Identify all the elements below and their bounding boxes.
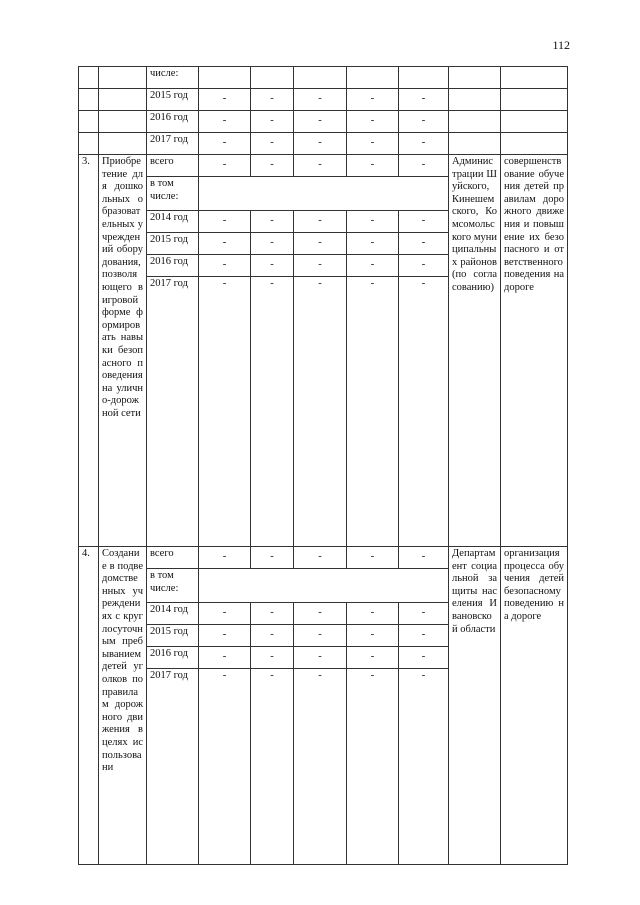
value-cell: - — [347, 603, 399, 625]
total-label: всего — [147, 547, 199, 569]
value-cell: - — [251, 277, 294, 547]
value-cell: - — [294, 211, 347, 233]
table-row — [79, 155, 568, 177]
table-row — [79, 67, 568, 89]
value-cell: - — [251, 89, 294, 111]
value-cell: - — [294, 111, 347, 133]
total-label: всего — [147, 155, 199, 177]
value-cell: - — [294, 277, 347, 547]
value-cell: - — [199, 133, 251, 155]
value-cell: - — [251, 625, 294, 647]
value-cell: - — [251, 211, 294, 233]
item-number: 4. — [79, 547, 99, 865]
year-label: 2017 год — [147, 277, 199, 547]
item-number: 3. — [79, 155, 99, 547]
value-cell: - — [199, 89, 251, 111]
year-label: 2017 год — [147, 669, 199, 865]
value-cell: - — [347, 211, 399, 233]
value-cell: - — [399, 669, 449, 865]
value-cell: - — [294, 647, 347, 669]
value-cell: - — [399, 133, 449, 155]
value-cell: - — [294, 547, 347, 569]
value-cell: - — [294, 255, 347, 277]
value-cell: - — [199, 647, 251, 669]
value-cell: - — [347, 233, 399, 255]
result-cell: организация процесса обучения детей безопасному поведению на дороге — [501, 547, 568, 865]
value-cell: - — [347, 277, 399, 547]
value-cell: - — [399, 647, 449, 669]
value-cell: - — [199, 155, 251, 177]
value-cell: - — [294, 603, 347, 625]
value-cell: - — [399, 155, 449, 177]
incl-label: в том числе: — [147, 177, 199, 211]
value-cell: - — [399, 255, 449, 277]
value-cell: - — [199, 547, 251, 569]
row-label: числе: — [147, 67, 199, 89]
value-cell: - — [199, 603, 251, 625]
incl-label: в том числе: — [147, 569, 199, 603]
value-cell: - — [347, 647, 399, 669]
year-label: 2015 год — [147, 625, 199, 647]
table-row — [79, 547, 568, 569]
value-cell: - — [347, 133, 399, 155]
year-label: 2017 год — [147, 133, 199, 155]
value-cell: - — [251, 111, 294, 133]
value-cell: - — [251, 133, 294, 155]
value-cell: - — [399, 277, 449, 547]
year-label: 2015 год — [147, 89, 199, 111]
value-cell: - — [199, 211, 251, 233]
table-row — [79, 111, 568, 133]
value-cell: - — [199, 625, 251, 647]
value-cell: - — [199, 233, 251, 255]
year-label: 2016 год — [147, 111, 199, 133]
table-row — [79, 133, 568, 155]
value-cell: - — [251, 255, 294, 277]
year-label: 2016 год — [147, 647, 199, 669]
table-row — [79, 89, 568, 111]
value-cell: - — [347, 111, 399, 133]
value-cell: - — [199, 111, 251, 133]
value-cell: - — [199, 669, 251, 865]
value-cell: - — [199, 255, 251, 277]
value-cell: - — [347, 255, 399, 277]
value-cell: - — [399, 603, 449, 625]
value-cell: - — [294, 625, 347, 647]
value-cell: - — [347, 547, 399, 569]
value-cell: - — [251, 647, 294, 669]
value-cell: - — [399, 211, 449, 233]
value-cell: - — [251, 233, 294, 255]
value-cell: - — [251, 669, 294, 865]
value-cell: - — [294, 155, 347, 177]
item-title: Создание в подведомственных учреждениях с круглосуточным пребыванием детей уголков по правилам дорожного движения в целях использовани — [99, 547, 147, 865]
value-cell: - — [199, 277, 251, 547]
value-cell: - — [251, 547, 294, 569]
value-cell: - — [294, 669, 347, 865]
value-cell: - — [399, 89, 449, 111]
program-table — [78, 66, 568, 865]
value-cell: - — [399, 233, 449, 255]
executor-cell: Администрации Шуйского, Кинешемского, Комсомольского муниципальных районов (по согласованию) — [449, 155, 501, 547]
result-cell: совершенствование обучения детей правилам дорожного движения и повышение их безопасного и ответственного поведения на дороге — [501, 155, 568, 547]
value-cell: - — [251, 155, 294, 177]
value-cell: - — [294, 133, 347, 155]
value-cell: - — [347, 669, 399, 865]
value-cell: - — [399, 111, 449, 133]
value-cell: - — [399, 625, 449, 647]
year-label: 2016 год — [147, 255, 199, 277]
year-label: 2015 год — [147, 233, 199, 255]
value-cell: - — [347, 625, 399, 647]
executor-cell: Департамент социальной защиты населения Ивановской области — [449, 547, 501, 865]
value-cell: - — [347, 89, 399, 111]
value-cell: - — [399, 547, 449, 569]
value-cell: - — [347, 155, 399, 177]
value-cell: - — [294, 233, 347, 255]
value-cell: - — [251, 603, 294, 625]
value-cell: - — [294, 89, 347, 111]
item-title: Приобретение для дошкольных образовательных учреждений оборудования, позволяющего в игровой форме формировать навыки безопасного поведения на улично-дорожной сети — [99, 155, 147, 547]
year-label: 2014 год — [147, 603, 199, 625]
year-label: 2014 год — [147, 211, 199, 233]
page-number: 112 — [552, 38, 570, 52]
